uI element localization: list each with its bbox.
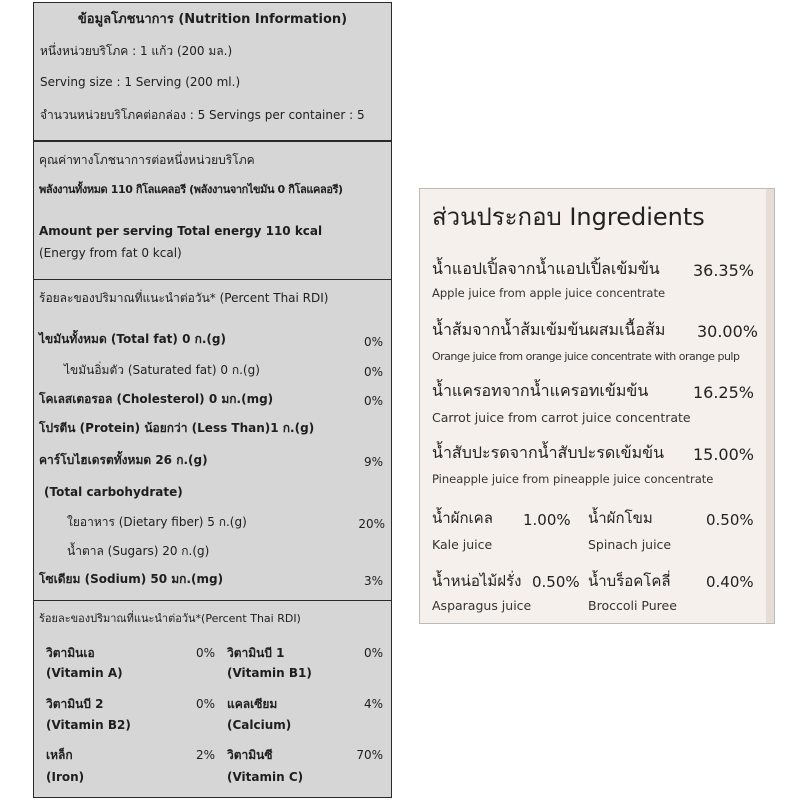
nutrient-label: น้ำตาล (Sugars) 20 ก.(g) <box>67 544 210 558</box>
serving-thai: หนึ่งหน่วยบริโภค : 1 แก้ว (200 มล.) <box>40 44 233 58</box>
ingredient-eng: Spinach juice <box>588 537 672 552</box>
nutrient-pct: 0% <box>363 335 383 349</box>
rdi-heading: ร้อยละของปริมาณที่แนะนำต่อวัน* (Percent Thai RDI) <box>39 291 329 305</box>
nutrient-pct: 3% <box>363 574 383 588</box>
vitamin-eng: (Vitamin B1) <box>227 666 312 680</box>
ingredient-pct: 16.25% <box>692 383 754 402</box>
nutrient-pct: 0% <box>363 394 383 408</box>
ingredient-thai: น้ำส้มจากน้ำส้มเข้มข้นผสมเนื้อส้ม <box>432 320 666 339</box>
ingredient-thai: น้ำบร็อคโคลี่ <box>588 572 671 590</box>
nutrient-pct: 9% <box>363 455 383 469</box>
nutrient-label: คาร์โบไฮเดรตทั้งหมด 26 ก.(g) <box>39 453 208 467</box>
vitamin-eng: (Calcium) <box>227 718 292 732</box>
vitamin-thai: วิตามินซี <box>227 748 273 762</box>
vitamin-pct: 0% <box>363 646 383 660</box>
ingredient-eng: Broccoli Puree <box>588 598 677 613</box>
nutrition-panel <box>33 2 392 798</box>
ingredient-pct: 0.40% <box>706 573 754 591</box>
vitamin-eng: (Vitamin B2) <box>46 718 131 732</box>
servings-per-container: จำนวนหน่วยบริโภคต่อกล่อง : 5 Servings per container : 5 <box>40 108 365 122</box>
vitamin-pct: 4% <box>363 697 383 711</box>
vitamin-pct: 2% <box>196 748 216 762</box>
ingredient-thai: น้ำหน่อไม้ฝรั่ง <box>432 572 522 590</box>
panel-edge <box>766 189 774 623</box>
ingredient-eng: Pineapple juice from pineapple juice concentrate <box>432 472 714 486</box>
ingredient-eng: Orange juice from orange juice concentrate with orange pulp <box>432 350 740 363</box>
energy-thai-title: คุณค่าทางโภชนาการต่อหนึ่งหน่วยบริโภค <box>39 153 255 167</box>
ingredient-pct: 0.50% <box>706 511 754 529</box>
energy-eng-total: Amount per serving Total energy 110 kcal <box>39 224 323 238</box>
energy-section <box>34 140 391 272</box>
serving-size: Serving size : 1 Serving (200 ml.) <box>40 75 241 89</box>
nutrient-label: ไขมันอิ่มตัว (Saturated fat) 0 ก.(g) <box>64 363 260 377</box>
ingredient-thai: น้ำแครอทจากน้ำแครอทเข้มข้น <box>432 381 649 400</box>
vitamin-thai: เหล็ก <box>46 748 73 762</box>
nutrient-label: (Total carbohydrate) <box>44 485 183 499</box>
energy-from-fat: (Energy from fat 0 kcal) <box>39 246 182 260</box>
ingredient-eng: Apple juice from apple juice concentrate <box>432 286 666 300</box>
nutrient-label: โซเดียม (Sodium) 50 มก.(mg) <box>39 572 224 586</box>
vitamin-pct: 70% <box>356 748 383 762</box>
ingredient-eng: Asparagus juice <box>432 598 532 613</box>
nutrient-label: ใยอาหาร (Dietary fiber) 5 ก.(g) <box>67 515 247 529</box>
energy-thai-total: พลังงานทั้งหมด 110 กิโลแคลอรี (พลังงานจากไขมัน 0 กิโลแคลอรี) <box>39 183 343 196</box>
vitamin-thai: วิตามินบี 1 <box>227 646 285 660</box>
vitamin-pct: 0% <box>196 646 216 660</box>
ingredient-eng: Kale juice <box>432 537 493 552</box>
nutrient-pct: 0% <box>363 365 383 379</box>
ingredient-eng: Carrot juice from carrot juice concentrate <box>432 410 691 425</box>
vitamin-eng: (Vitamin A) <box>46 666 123 680</box>
ingredient-thai: น้ำผักเคล <box>432 509 493 527</box>
ingredient-pct: 36.35% <box>692 261 754 280</box>
vitamins-section <box>34 600 391 799</box>
vitamin-pct: 0% <box>196 697 216 711</box>
ingredient-pct: 0.50% <box>532 573 580 591</box>
nutrient-label: โปรตีน (Protein) น้อยกว่า (Less Than)1 ก.(g) <box>39 421 315 435</box>
ingredient-thai: น้ำสับปะรดจากน้ำสับปะรดเข้มข้น <box>432 443 665 462</box>
ingredient-pct: 15.00% <box>692 445 754 464</box>
vitamin-thai: วิตามินเอ <box>46 646 95 660</box>
ingredient-pct: 30.00% <box>696 322 758 341</box>
vitamin-eng: (Vitamin C) <box>227 770 304 784</box>
nutrient-label: โคเลสเตอรอล (Cholesterol) 0 มก.(mg) <box>39 392 274 406</box>
nutrition-title: ข้อมูลโภชนาการ (Nutrition Information) <box>77 12 348 27</box>
nutrient-label: ไขมันทั้งหมด (Total fat) 0 ก.(g) <box>39 332 226 346</box>
rdi-heading-2: ร้อยละของปริมาณที่แนะนำต่อวัน*(Percent Thai RDI) <box>39 612 301 625</box>
ingredient-thai: น้ำแอปเปิ้ลจากน้ำแอปเปิ้ลเข้มข้น <box>432 259 660 278</box>
vitamin-thai: วิตามินบี 2 <box>46 697 104 711</box>
rdi-section <box>34 279 391 600</box>
nutrient-pct: 20% <box>358 517 385 531</box>
ingredient-pct: 1.00% <box>523 511 571 529</box>
ingredients-panel <box>419 188 775 624</box>
ingredient-thai: น้ำผักโขม <box>588 509 653 527</box>
ingredients-title: ส่วนประกอบ Ingredients <box>432 203 705 231</box>
vitamin-thai: แคลเซียม <box>227 697 278 711</box>
vitamin-eng: (Iron) <box>46 770 85 784</box>
